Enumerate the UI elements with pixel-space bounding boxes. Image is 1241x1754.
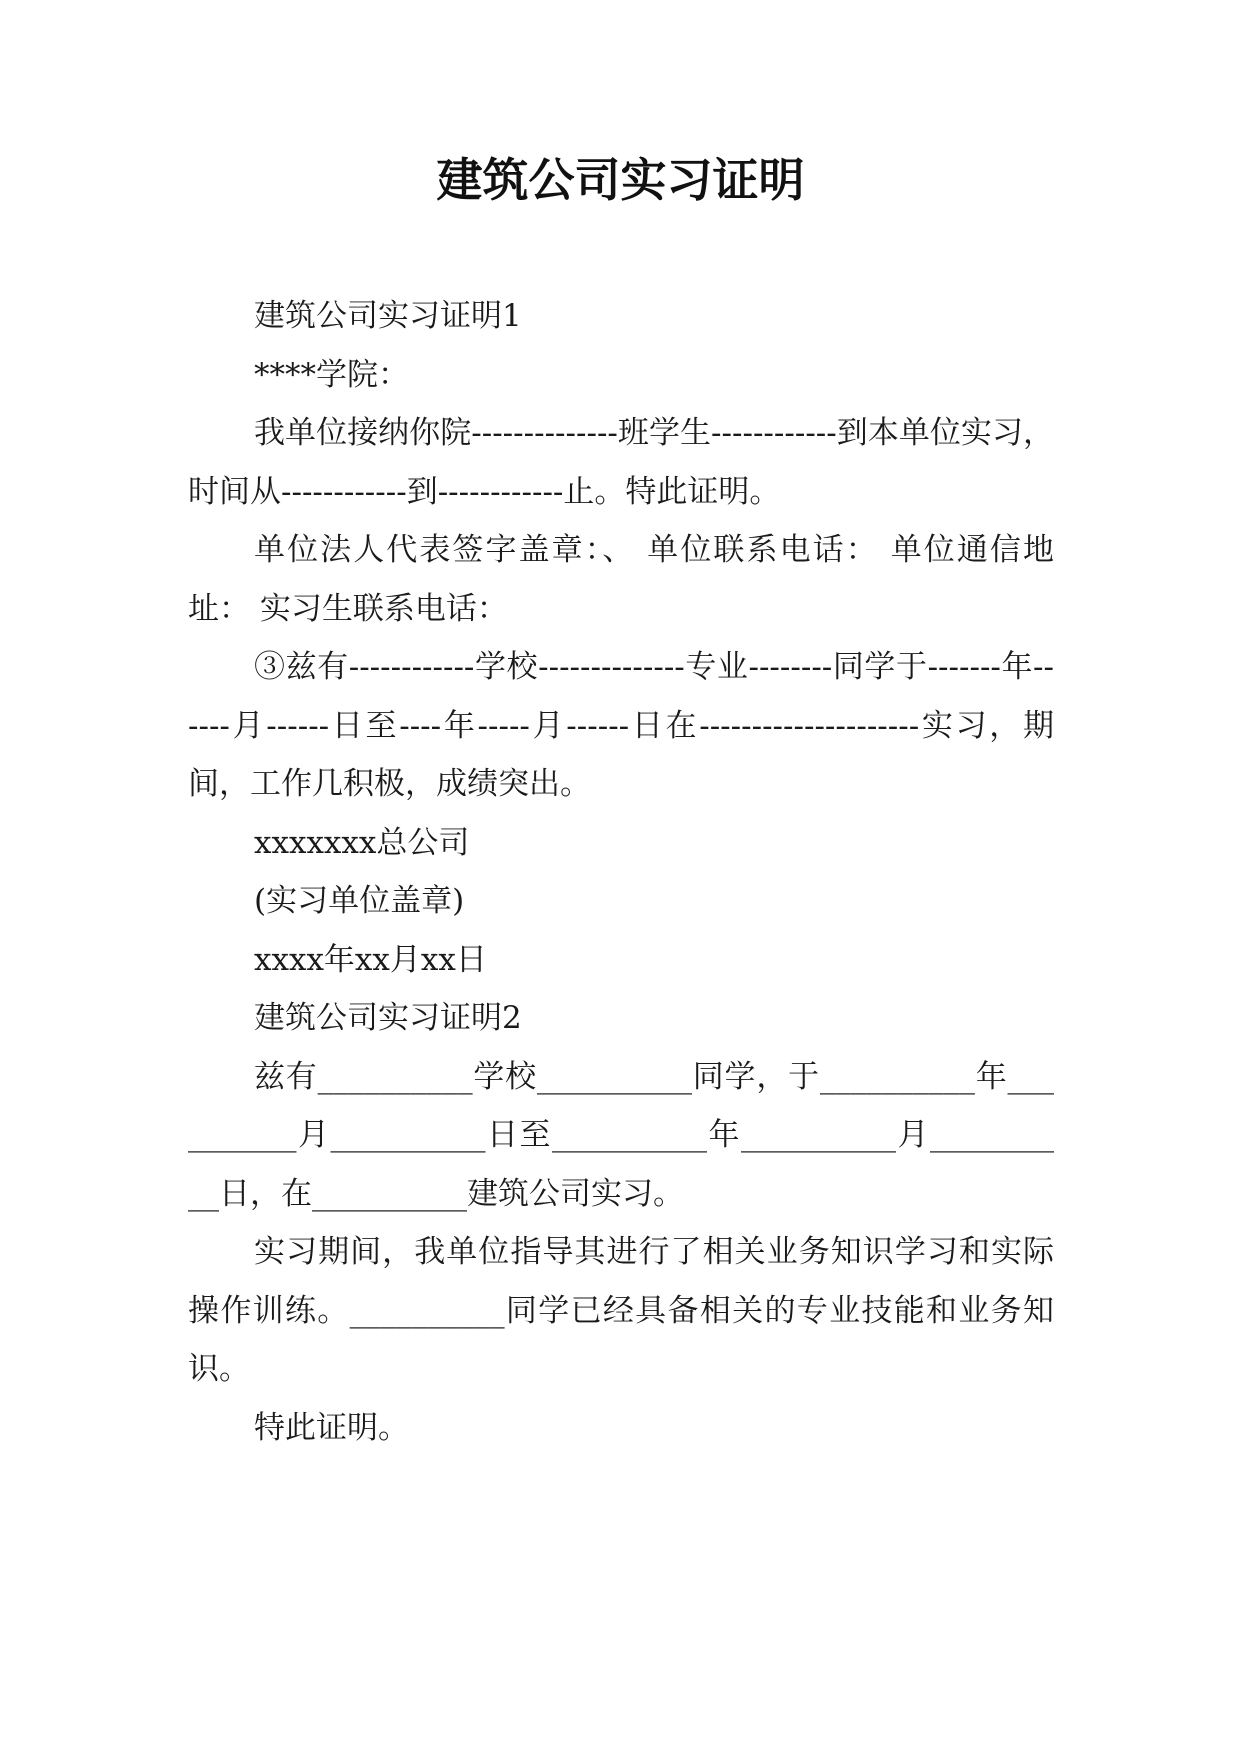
certificate-paragraph-1: 我单位接纳你院--------------班学生------------到本单位实习，时间从------------到------------止。特此证明。: [188, 415, 1054, 510]
certificate-paragraph-3: 兹有__________学校__________同学，于__________年__________月__________日至__________年__________月__________日，在__________建筑公司实习。: [188, 1058, 1054, 1212]
section-heading-2: 建筑公司实习证明2: [254, 1000, 522, 1036]
addressee: ****学院：: [254, 356, 409, 393]
date-line: xxxx年xx月xx日: [254, 941, 487, 978]
document-title: 建筑公司实习证明: [436, 153, 805, 207]
training-paragraph: 实习期间，我单位指导其进行了相关业务知识学习和实际操作训练。__________同学已经具备相关的专业技能和业务知识。: [188, 1234, 1054, 1387]
closing-line: 特此证明。: [254, 1409, 409, 1446]
contact-info-paragraph: 单位法人代表签字盖章：、 单位联系电话： 单位通信地址： 实习生联系电话：: [188, 532, 1054, 627]
section-heading-1: 建筑公司实习证明1: [254, 298, 522, 334]
document-body: [188, 287, 1054, 1457]
company-name: xxxxxxx总公司: [254, 824, 470, 861]
certificate-paragraph-2: ③兹有------------学校--------------专业--------同学于-------年------月------日至----年-----月------日在---------------------实习，期间，工作几积极，成绩突出。: [188, 649, 1054, 802]
seal-note: (实习单位盖章): [254, 883, 465, 919]
